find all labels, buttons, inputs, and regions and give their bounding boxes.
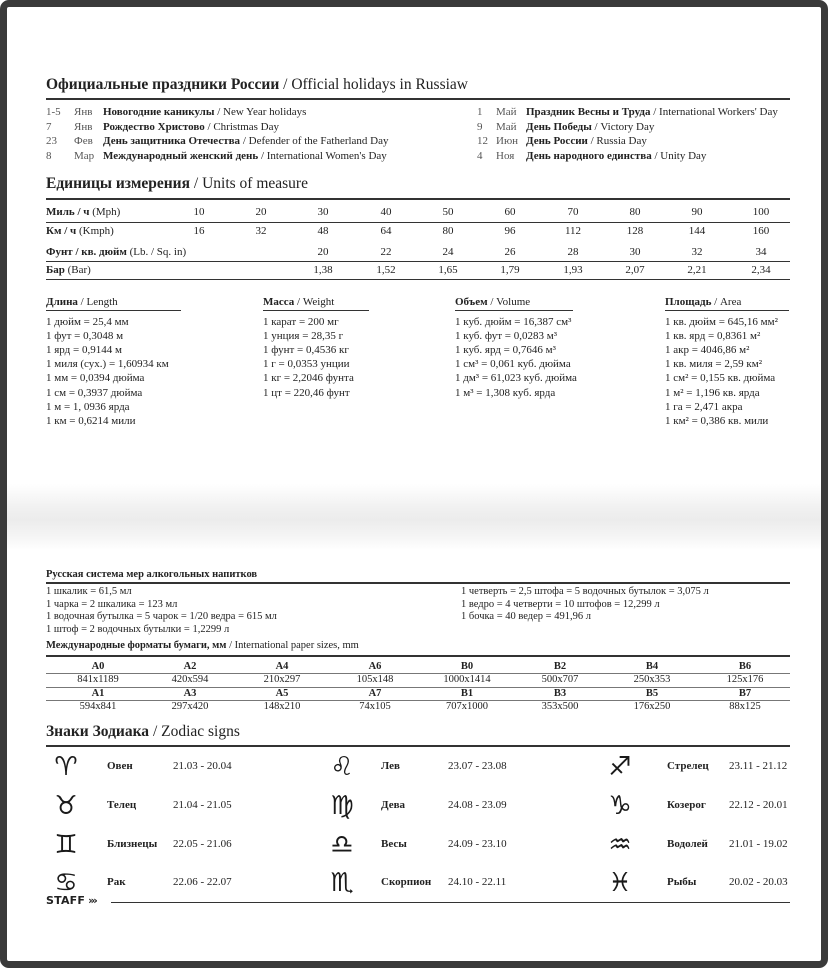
table-cell: 1,52 <box>376 264 396 276</box>
alcohol-item: 1 чарка = 2 шкалика = 123 мл <box>46 598 178 610</box>
zodiac-dates: 24.08 - 23.09 <box>448 799 507 811</box>
table-cell: 96 <box>504 225 516 237</box>
length-item: 1 м = 1, 0936 ярда <box>46 400 130 413</box>
table-cell: 160 <box>752 225 770 237</box>
table-cell: 1,93 <box>563 264 583 276</box>
area-block <box>665 295 789 428</box>
zodiac-name: Стрелец <box>667 760 709 772</box>
holidays-rule <box>46 98 790 100</box>
mass-item: 1 карат = 200 мг <box>263 316 339 329</box>
area-item: 1 кв. дюйм = 645,16 мм² <box>665 316 778 329</box>
table-cell: 1,65 <box>438 264 458 276</box>
length-item: 1 фут = 0,3048 м <box>46 330 124 343</box>
zodiac-name: Козерог <box>667 799 706 811</box>
table-cell: 10 <box>193 206 205 218</box>
area-item: 1 га = 2,471 акра <box>665 400 743 413</box>
paper-format-size: 74x105 <box>359 701 391 712</box>
mass-header: Масса / Weight <box>263 295 369 311</box>
table-cell: 100 <box>752 206 770 218</box>
units-title: Единицы измерения / Units of measure <box>46 175 308 192</box>
paper-format-size: 500x707 <box>541 674 579 685</box>
area-header: Площадь / Area <box>665 295 789 311</box>
area-item: 1 кв. миля = 2,59 км² <box>665 358 762 371</box>
volume-item: 1 куб. дюйм = 16,387 см³ <box>455 316 572 329</box>
zodiac-dates: 22.12 - 20.01 <box>729 799 788 811</box>
holiday-row: 7 Янв Рождество Христово / Christmas Day <box>46 120 280 133</box>
table-cell: 48 <box>317 225 329 237</box>
paper-format-name: B1 <box>460 688 474 699</box>
holiday-row: 4 Ноя День народного единства / Unity Day <box>477 149 707 162</box>
alcohol-rule <box>46 582 790 584</box>
paper-format-name: A7 <box>368 688 382 699</box>
paper-title: Международные форматы бумаги, мм / International paper sizes, mm <box>46 640 359 651</box>
length-item: 1 мм = 0,0394 дюйма <box>46 372 145 385</box>
zodiac-dates: 21.03 - 20.04 <box>173 760 232 772</box>
alcohol-item: 1 шкалик = 61,5 мл <box>46 586 132 597</box>
footer-rule <box>111 902 790 903</box>
volume-header: Объем / Volume <box>455 295 573 311</box>
length-item: 1 дюйм = 25,4 мм <box>46 316 129 329</box>
table-cell: 2,21 <box>687 264 707 276</box>
paper-format-name: B2 <box>553 661 567 672</box>
holidays-title: Официальные праздники России / Official holidays in Russiaw <box>46 76 468 93</box>
length-item: 1 ярд = 0,9144 м <box>46 344 122 357</box>
table-cell: 70 <box>567 206 579 218</box>
aquarius-icon: ♒ <box>608 830 632 860</box>
length-item: 1 км = 0,6214 мили <box>46 414 136 427</box>
holiday-row: 23 Фев День защитника Отечества / Defender of the Fatherland Day <box>46 135 389 147</box>
aries-icon: ♈ <box>54 752 78 782</box>
table-cell: 30 <box>317 206 329 218</box>
paper-format-size: 148x210 <box>263 701 301 712</box>
paper-format-size: 297x420 <box>171 701 209 712</box>
paper-format-name: B5 <box>645 688 659 699</box>
table-cell: 144 <box>688 225 706 237</box>
paper-format-size: 210x297 <box>263 674 301 685</box>
alcohol-item: 1 водочная бутылка = 5 чарок = 1/20 ведра = 615 мл <box>46 611 277 622</box>
paper-format-name: A2 <box>183 661 197 672</box>
paper-format-size: 88x125 <box>729 701 761 712</box>
volume-item: 1 м³ = 1,308 куб. ярда <box>455 386 556 399</box>
zodiac-name: Рак <box>107 876 126 888</box>
mass-item: 1 фунт = 0,4536 кг <box>263 344 349 357</box>
table-cell: 112 <box>564 225 582 237</box>
zodiac-name: Телец <box>107 799 137 811</box>
zodiac-dates: 22.06 - 22.07 <box>173 876 232 888</box>
table-cell: 30 <box>629 246 641 258</box>
mass-item: 1 кг = 2,2046 фунта <box>263 372 354 385</box>
paper-format-size: 841x1189 <box>77 674 119 685</box>
paper-format-name: A0 <box>91 661 105 672</box>
mass-item: 1 цт = 220,46 фунт <box>263 386 350 399</box>
row-divider <box>46 261 790 262</box>
table-cell: 60 <box>504 206 516 218</box>
table-cell: 128 <box>626 225 644 237</box>
zodiac-dates: 24.10 - 22.11 <box>448 876 507 888</box>
holiday-row: 1-5 Янв Новогодние каникулы / New Year holidays <box>46 106 307 118</box>
alcohol-right <box>461 586 709 624</box>
table-cell: 64 <box>380 225 392 237</box>
row-divider <box>46 279 790 280</box>
zodiac-dates: 22.05 - 21.06 <box>173 838 232 850</box>
table-cell: 22 <box>380 246 392 258</box>
paper-format-name: B4 <box>645 661 659 672</box>
paper-format-name: B6 <box>738 661 752 672</box>
table-cell: 1,79 <box>500 264 520 276</box>
table-cell: 28 <box>567 246 579 258</box>
leo-icon: ♌ <box>330 752 354 782</box>
staff-logo: STAFF ››› <box>46 894 96 907</box>
volume-block <box>455 295 577 400</box>
table-cell: 2,07 <box>625 264 645 276</box>
table-cell: 26 <box>504 246 516 258</box>
table-cell: 40 <box>380 206 392 218</box>
paper-format-size: 353x500 <box>541 701 579 712</box>
paper-format-size: 125x176 <box>726 674 764 685</box>
table-cell: 90 <box>691 206 703 218</box>
row-divider <box>46 222 790 223</box>
alcohol-item: 1 четверть = 2,5 штофа = 5 водочных бутылок = 3,075 л <box>461 586 709 597</box>
paper-row-divider <box>46 673 790 674</box>
area-item: 1 см² = 0,155 кв. дюйма <box>665 372 776 385</box>
zodiac-name: Водолей <box>667 838 708 850</box>
mass-item: 1 унция = 28,35 г <box>263 330 344 343</box>
table-cell: 80 <box>442 225 454 237</box>
paper-format-name: A1 <box>91 688 105 699</box>
paper-format-name: A3 <box>183 688 197 699</box>
mph-label: Миль / ч (Mph) <box>46 206 121 218</box>
paper-format-size: 176x250 <box>633 701 671 712</box>
holiday-row: 9 Май День Победы / Victory Day <box>477 120 655 133</box>
holiday-row: 8 Мар Международный женский день / International Women's Day <box>46 149 387 162</box>
paper-format-size: 105x148 <box>356 674 394 685</box>
table-cell: 20 <box>255 206 267 218</box>
zodiac-dates: 21.04 - 21.05 <box>173 799 232 811</box>
virgo-icon: ♍ <box>330 791 354 821</box>
page-fold <box>7 484 828 550</box>
table-cell: 34 <box>755 246 767 258</box>
holiday-row: 1 Май Праздник Весны и Труда / International Workers' Day <box>477 106 778 118</box>
table-cell: 2,34 <box>751 264 771 276</box>
alcohol-left <box>46 586 277 636</box>
zodiac-name: Овен <box>107 760 133 772</box>
volume-item: 1 дм³ = 61,023 куб. дюйма <box>455 372 577 385</box>
alcohol-item: 1 ведро = 4 четверти = 10 штофов = 12,299 л <box>461 598 660 610</box>
bar-label: Бар (Bar) <box>46 264 91 276</box>
zodiac-rule <box>46 745 790 747</box>
zodiac-name: Весы <box>381 838 407 850</box>
paper-row-divider <box>46 687 790 688</box>
pisces-icon: ♓ <box>608 868 632 898</box>
holidays-right-list <box>477 105 778 163</box>
table-cell: 32 <box>255 225 267 237</box>
area-item: 1 кв. ярд = 0,8361 м² <box>665 330 761 343</box>
mass-block <box>263 295 369 400</box>
table-cell: 32 <box>691 246 703 258</box>
cancer-icon: ♋ <box>54 868 78 898</box>
length-item: 1 миля (сух.) = 1,60934 км <box>46 358 169 371</box>
paper-format-name: B3 <box>553 688 567 699</box>
paper-format-name: B7 <box>738 688 752 699</box>
scorpio-icon: ♏ <box>330 868 354 898</box>
table-cell: 50 <box>442 206 454 218</box>
table-cell: 1,38 <box>313 264 333 276</box>
paper-format-name: A5 <box>275 688 289 699</box>
holidays-left-list <box>46 105 389 163</box>
libra-icon: ♎ <box>330 830 354 860</box>
paper-format-name: B0 <box>460 661 474 672</box>
table-cell: 80 <box>629 206 641 218</box>
paper-format-size: 250x353 <box>633 674 671 685</box>
alcohol-item: 1 штоф = 2 водочных бутылки = 1,2299 л <box>46 623 230 635</box>
length-item: 1 см = 0,3937 дюйма <box>46 386 143 399</box>
table-cell: 24 <box>442 246 454 258</box>
volume-item: 1 куб. ярд = 0,7646 м³ <box>455 344 556 357</box>
zodiac-name: Дева <box>381 799 406 811</box>
zodiac-dates: 23.11 - 21.12 <box>729 760 788 772</box>
paper-format-size: 1000x1414 <box>443 674 491 685</box>
paper-row-divider <box>46 700 790 701</box>
area-item: 1 акр = 4046,86 м² <box>665 344 750 357</box>
paper-format-name: A4 <box>275 661 289 672</box>
zodiac-title: Знаки Зодиака / Zodiac signs <box>46 723 240 740</box>
zodiac-name: Близнецы <box>107 838 158 850</box>
volume-item: 1 см³ = 0,061 куб. дюйма <box>455 358 571 371</box>
paper-rule <box>46 655 790 657</box>
sagittarius-icon: ♐ <box>608 752 632 782</box>
gemini-icon: ♊ <box>54 830 78 860</box>
paper-format-name: A6 <box>368 661 382 672</box>
zodiac-dates: 23.07 - 23.08 <box>448 760 507 772</box>
volume-item: 1 куб. фут = 0,0283 м³ <box>455 330 558 343</box>
kmph-label: Км / ч (Kmph) <box>46 225 114 237</box>
paper-format-size: 420x594 <box>171 674 209 685</box>
holiday-row: 12 Июн День России / Russia Day <box>477 135 647 147</box>
capricorn-icon: ♑ <box>608 791 632 821</box>
area-item: 1 м² = 1,196 кв. ярда <box>665 386 760 399</box>
area-item: 1 км² = 0,386 кв. мили <box>665 414 769 427</box>
table-cell: 20 <box>317 246 329 258</box>
taurus-icon: ♉ <box>54 791 78 821</box>
zodiac-name: Скорпион <box>381 876 432 888</box>
length-block <box>46 295 181 428</box>
table-cell: 16 <box>193 225 205 237</box>
zodiac-name: Лев <box>381 760 400 772</box>
paper-format-size: 707x1000 <box>446 701 488 712</box>
zodiac-dates: 21.01 - 19.02 <box>729 838 788 850</box>
alcohol-title: Русская система мер алкогольных напитков <box>46 569 258 580</box>
length-header: Длина / Length <box>46 295 181 311</box>
zodiac-dates: 20.02 - 20.03 <box>729 876 788 888</box>
units-rule <box>46 198 790 200</box>
paper-format-size: 594x841 <box>79 701 117 712</box>
zodiac-dates: 24.09 - 23.10 <box>448 838 507 850</box>
zodiac-name: Рыбы <box>667 876 697 888</box>
mass-item: 1 г = 0,0353 унции <box>263 358 350 371</box>
alcohol-item: 1 бочка = 40 ведер = 491,96 л <box>461 611 591 622</box>
psi-label: Фунт / кв. дюйм (Lb. / Sq. in) <box>46 246 187 258</box>
